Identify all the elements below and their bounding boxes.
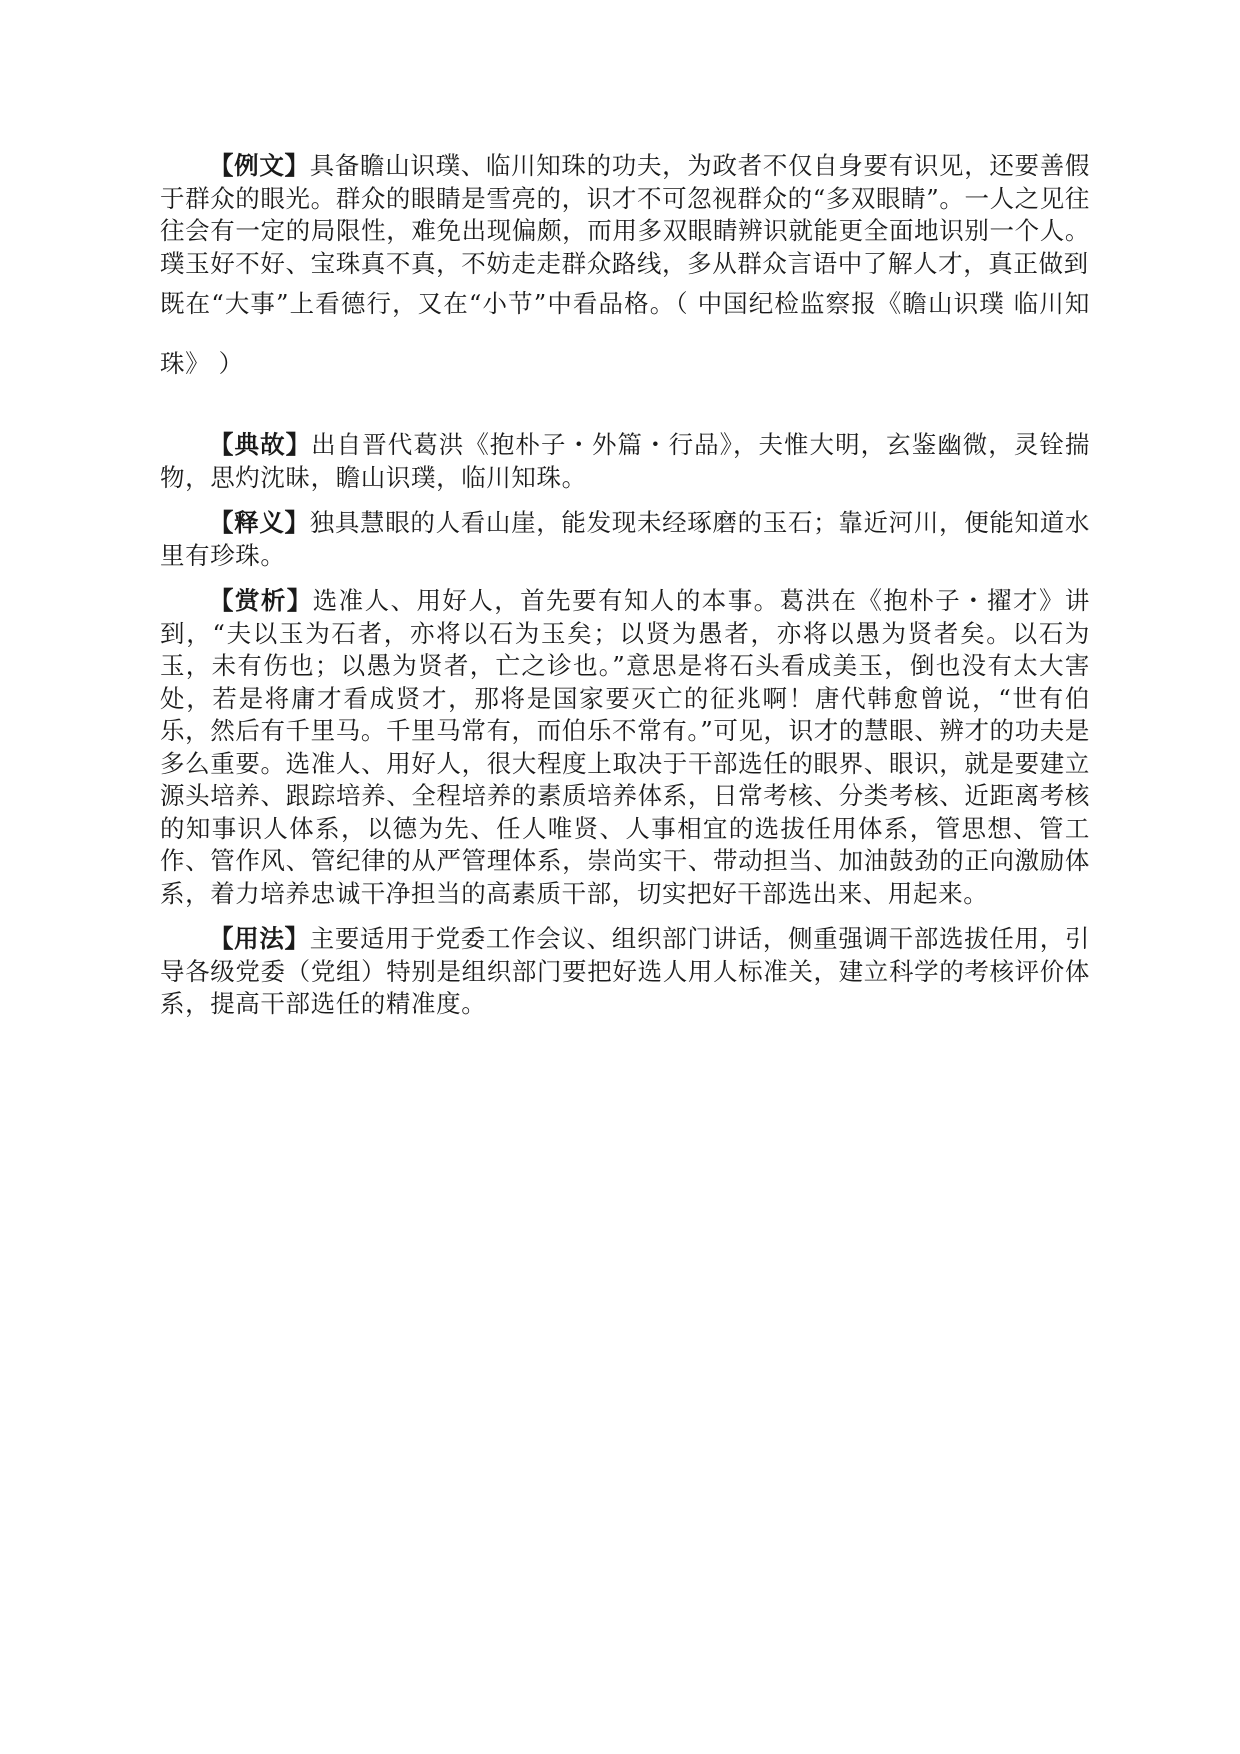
example-paragraph <box>160 150 1090 394</box>
allusion-tag: 【典故】 <box>209 430 312 459</box>
usage-text: 主要适用于党委工作会议、组织部门讲话，侧重强调干部选拔任用，引导各级党委（党组）特别是组织部门要把好选人用人标准关，建立科学的考核评价体系，提高干部选任的精准度。 <box>160 924 1090 1018</box>
usage-tag: 【用法】 <box>209 924 310 953</box>
example-closing-line <box>160 274 1090 394</box>
document-page <box>160 150 1090 1034</box>
meaning-text: 独具慧眼的人看山崖，能发现未经琢磨的玉石；靠近河川，便能知道水里有珍珠。 <box>160 508 1090 570</box>
spacer <box>160 407 1090 429</box>
analysis-text: 选准人、用好人，首先要有知人的本事。葛洪在《抱朴子・擢才》讲到，“夫以玉为石者，亦将以石为玉矣；以贤为愚者，亦将以愚为贤者矣。以石为玉，未有伤也；以愚为贤者，亡之诊也。”意思是将石头看成美玉，倒也没有太大害处，若是将庸才看成贤才，那将是国家要灭亡的征兆啊！唐代韩愈曾说，“世有伯乐，然后有千里马。千里马常有，而伯乐不常有。”可见，识才的慧眼、辨才的功夫是多么重要。选准人、用好人，很大程度上取决于干部选任的眼界、眼识，就是要建立源头培养、跟踪培养、全程培养的素质培养体系，日常考核、分类考核、近距离考核的知事识人体系，以德为先、任人唯贤、人事相宜的选拔任用体系，管思想、管工作、管作风、管纪律的从严管理体系，崇尚实干、带动担当、加油鼓劲的正向激励体系，着力培养忠诚干净担当的高素质干部，切实把好干部选出来、用起来。 <box>160 586 1090 908</box>
example-source: （ 中国纪检监察报《瞻山识璞 临川知珠》 ） <box>160 289 1090 378</box>
example-text: 具备瞻山识璞、临川知珠的功夫，为政者不仅自身要有识见，还要善假于群众的眼光。群众的眼睛是雪亮的，识才不可忽视群众的“多双眼睛”。一人之见往往会有一定的局限性，难免出现偏颇，而用多双眼睛辨识就能更全面地识别一个人。璞玉好不好、宝珠真不真，不妨走走群众路线，多从群众言语中了解人才，真正做到 <box>160 151 1090 278</box>
example-tag: 【例文】 <box>209 151 310 180</box>
allusion-text: 出自晋代葛洪《抱朴子・外篇・行品》，夫惟大明，玄鉴幽微，灵铨揣物，思灼沈昧，瞻山识璞，临川知珠。 <box>160 430 1090 492</box>
meaning-tag: 【释义】 <box>209 508 310 537</box>
usage-paragraph <box>160 923 1090 1021</box>
meaning-paragraph <box>160 507 1090 572</box>
analysis-tag: 【赏析】 <box>209 586 313 615</box>
analysis-paragraph <box>160 585 1090 910</box>
example-text-closing: 既在“大事”上看德行，又在“小节”中看品格。 <box>160 289 676 318</box>
allusion-paragraph <box>160 429 1090 494</box>
